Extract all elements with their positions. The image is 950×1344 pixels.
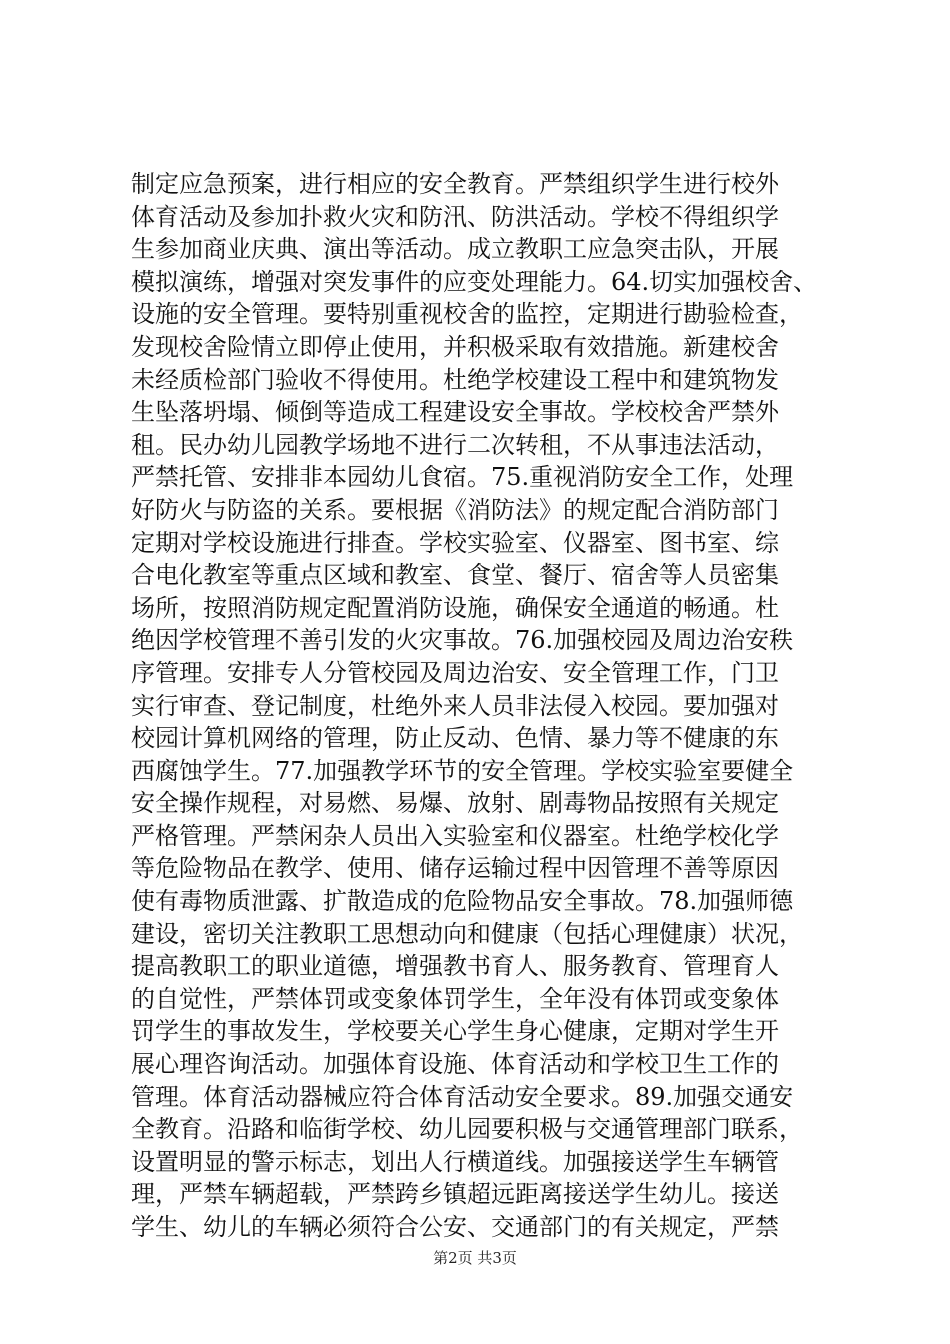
text-line: 管理。体育活动器械应符合体育活动安全要求。89.加强交通安 xyxy=(131,1082,794,1111)
page-footer: 第2页 共3页 xyxy=(433,1249,517,1267)
text-line: 合电化教室等重点区域和教室、食堂、餐厅、宿舍等人员密集 xyxy=(131,561,779,590)
text-line: 安全操作规程，对易燃、易爆、放射、剧毒物品按照有关规定 xyxy=(131,789,779,818)
text-line: 制定应急预案，进行相应的安全教育。严禁组织学生进行校外 xyxy=(131,170,779,198)
text-line: 全教育。沿路和临街学校、幼儿园要积极与交通管理部门联系， xyxy=(131,1115,803,1144)
text-line: 生坠落坍塌、倾倒等造成工程建设安全事故。学校校舍严禁外 xyxy=(131,398,779,427)
document-body xyxy=(131,168,827,1244)
text-line: 体育活动及参加扑救火灾和防汛、防洪活动。学校不得组织学 xyxy=(131,202,779,231)
text-line: 使有毒物质泄露、扩散造成的危险物品安全事故。78.加强师德 xyxy=(131,887,794,916)
text-line: 理，严禁车辆超载，严禁跨乡镇超远距离接送学生幼儿。接送 xyxy=(131,1180,779,1209)
text-line: 严禁托管、安排非本园幼儿食宿。75.重视消防安全工作，处理 xyxy=(131,463,794,492)
text-line: 的自觉性，严禁体罚或变象体罚学生，全年没有体罚或变象体 xyxy=(131,984,779,1013)
text-line: 学生、幼儿的车辆必须符合公安、交通部门的有关规定，严禁 xyxy=(131,1213,779,1241)
text-line: 租。民办幼儿园教学场地不进行二次转租，不从事违法活动， xyxy=(131,430,779,459)
text-line: 发现校舍险情立即停止使用，并积极采取有效措施。新建校舍 xyxy=(131,332,779,361)
text-line: 未经质检部门验收不得使用。杜绝学校建设工程中和建筑物发 xyxy=(131,365,779,394)
text-line: 场所，按照消防规定配置消防设施，确保安全通道的畅通。杜 xyxy=(131,593,779,622)
text-line: 设置明显的警示标志，划出人行横道线。加强接送学生车辆管 xyxy=(131,1147,779,1176)
text-line: 绝因学校管理不善引发的火灾事故。76.加强校园及周边治安秩 xyxy=(131,626,794,655)
text-line: 展心理咨询活动。加强体育设施、体育活动和学校卫生工作的 xyxy=(131,1050,779,1079)
text-line: 设施的安全管理。要特别重视校舍的监控，定期进行勘验检查， xyxy=(131,300,803,329)
text-line: 模拟演练，增强对突发事件的应变处理能力。64.切实加强校舍、 xyxy=(131,267,818,296)
text-line: 实行审查、登记制度，杜绝外来人员非法侵入校园。要加强对 xyxy=(131,691,779,720)
text-line: 生参加商业庆典、演出等活动。成立教职工应急突击队，开展 xyxy=(131,235,779,264)
text-line: 序管理。安排专人分管校园及周边治安、安全管理工作，门卫 xyxy=(131,658,779,687)
text-line: 等危险物品在教学、使用、储存运输过程中因管理不善等原因 xyxy=(131,854,779,883)
text-line: 好防火与防盗的关系。要根据《消防法》的规定配合消防部门 xyxy=(131,495,779,524)
text-line: 校园计算机网络的管理，防止反动、色情、暴力等不健康的东 xyxy=(131,724,779,753)
text-line: 罚学生的事故发生，学校要关心学生身心健康，定期对学生开 xyxy=(131,1017,779,1046)
text-line: 西腐蚀学生。77.加强教学环节的安全管理。学校实验室要健全 xyxy=(131,756,794,785)
text-line: 建设，密切关注教职工思想动向和健康（包括心理健康）状况， xyxy=(131,919,803,948)
text-line: 定期对学校设施进行排查。学校实验室、仪器室、图书室、综 xyxy=(131,528,779,557)
text-line: 严格管理。严禁闲杂人员出入实验室和仪器室。杜绝学校化学 xyxy=(131,821,779,850)
text-line: 提高教职工的职业道德，增强教书育人、服务教育、管理育人 xyxy=(131,952,779,981)
